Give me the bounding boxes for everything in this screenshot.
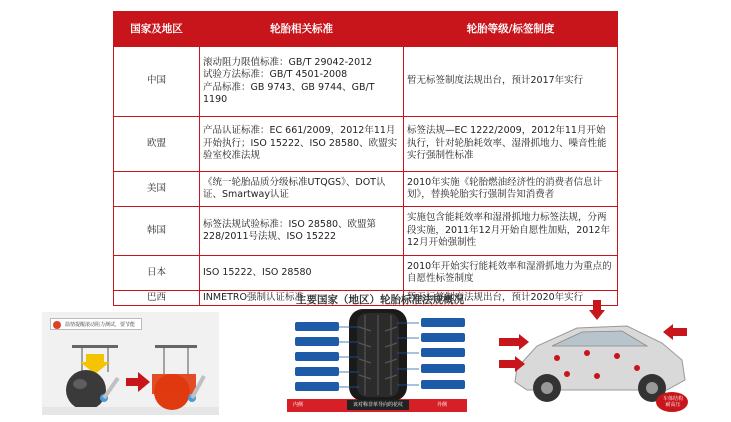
tread-label-chip: [421, 348, 465, 357]
standards-text: 标签法规试验标准：ISO 28580、欧盟第228/2011号法规、ISO 15222: [203, 218, 377, 242]
labeling-cell: [404, 47, 618, 117]
figure-caption: 主要国家（地区）轮胎标准法规概况: [296, 294, 464, 306]
tread-label-chip: [421, 380, 465, 389]
tread-label-chip: [295, 337, 339, 346]
labeling-text: 2010年开始实行能耗效率和湿滑抓地力为重点的自愿性标签制度: [407, 260, 612, 284]
standards-cell: [200, 207, 404, 256]
region-cell: 韩国: [114, 207, 200, 256]
table-row: [114, 172, 618, 207]
region-cell: 巴西: [114, 291, 200, 306]
rolling-test-drawing: [42, 312, 219, 415]
standards-text: INMETRO强制认证标准: [203, 291, 304, 303]
tread-pattern-label: 该对称非单导向的花纹: [347, 400, 409, 410]
standards-cell: [200, 47, 404, 117]
right-arrow-icon: [126, 372, 150, 392]
labeling-text: 暂无标签制度法规出台，预计2020年实行: [407, 291, 584, 303]
standards-text: 产品认证标准：EC 661/2009，2012年11月开始执行；ISO 15222、ISO 28580、欧盟实验室校准法规: [203, 125, 398, 162]
standards-cell: [200, 117, 404, 172]
labeling-text: 标签法规—EC 1222/2009，2012年11月开始执行，针对轮胎耗效率、湿滑抓地力、噪音性能实行强制性标准: [407, 125, 607, 162]
labeling-cell: [404, 117, 618, 172]
tread-label-chip: [295, 352, 339, 361]
tread-label-chip: [295, 322, 339, 331]
labeling-text: 暂无标签制度法规出台，预计2017年实行: [407, 75, 584, 87]
tread-label-chip: [421, 333, 465, 342]
header-standards: 轮胎相关标准: [200, 12, 404, 47]
header-labeling: 轮胎等级/标签制度: [404, 12, 618, 47]
region-cell: 中国: [114, 47, 200, 117]
labeling-cell: [404, 256, 618, 291]
tire-tread-illustration: [287, 307, 467, 412]
outer-side-label: 外侧: [437, 402, 448, 408]
labeling-text: 2010年实施《轮胎燃油经济性的消费者信息计划》，替换轮胎实行强制告知消费者: [407, 176, 603, 200]
tread-label-chip: [421, 318, 465, 327]
reminder-tag-text: 温情提醒滚动阻力测试，要节能: [65, 322, 136, 328]
standards-text: 《统一轮胎品质分级标准UTQGS》、DOT认证、Smartway认证: [203, 176, 386, 200]
tread-label-chip: [295, 382, 339, 391]
table-row: [114, 207, 618, 256]
inner-side-label: 内侧: [293, 402, 304, 408]
header-region: 国家及地区: [114, 12, 200, 47]
tire-standards-table: [113, 11, 618, 306]
car-structure-illustration: [497, 298, 697, 415]
table-row: [114, 256, 618, 291]
car-structure-tag: 车体结构 耐高压: [662, 396, 683, 408]
labeling-text: 实施包含能耗效率和湿滑抓地力标签法规，分两段实施，2011年12月开始自愿性加贴，2012年12月开始强制性: [407, 212, 610, 249]
table-header-row: [114, 12, 618, 47]
tread-label-chip: [295, 367, 339, 376]
standards-text: ISO 15222、ISO 28580: [203, 266, 312, 278]
standards-text: 滚动阻力限值标准：GB/T 29042-2012 试验方法标准：GB/T 4501-2008 产品标准：GB 9743、GB 9744、GB/T 1190: [203, 56, 375, 105]
labeling-cell: [404, 207, 618, 256]
region-cell: 欧盟: [114, 117, 200, 172]
tread-label-chip: [421, 364, 465, 373]
labeling-cell: [404, 172, 618, 207]
rolling-resistance-illustration: [42, 312, 219, 415]
standards-cell: [200, 256, 404, 291]
table-row: [114, 117, 618, 172]
table-row: [114, 47, 618, 117]
region-cell: 美国: [114, 172, 200, 207]
region-cell: 日本: [114, 256, 200, 291]
standards-cell: [200, 172, 404, 207]
